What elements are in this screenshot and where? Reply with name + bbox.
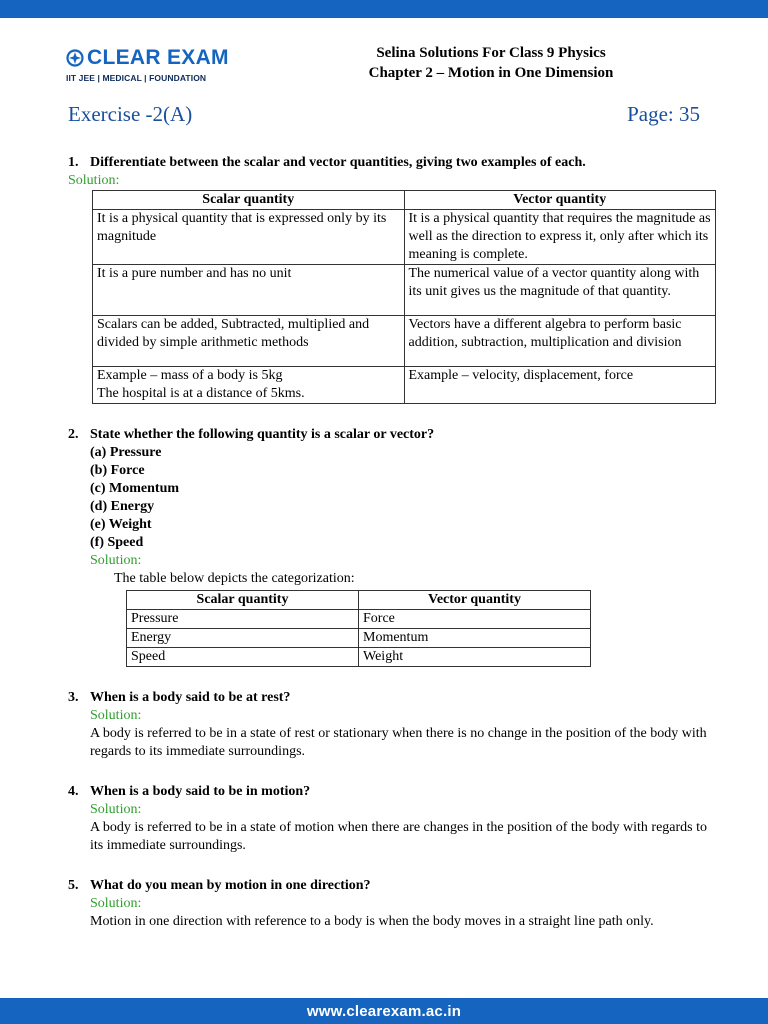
compass-icon bbox=[66, 49, 84, 67]
table-header-row bbox=[93, 191, 716, 210]
table-cell: Vectors have a different algebra to perform basic addition, subtraction, multiplication and division bbox=[404, 316, 716, 367]
question-number: 3. bbox=[68, 690, 79, 705]
table-cell bbox=[93, 367, 405, 404]
question-2 bbox=[68, 426, 708, 444]
categorization-table bbox=[126, 590, 591, 667]
question-4 bbox=[68, 783, 708, 801]
table-row bbox=[93, 210, 716, 265]
option-item: (e) Weight bbox=[90, 517, 152, 532]
question-text: When is a body said to be at rest? bbox=[90, 690, 291, 705]
title-line-2: Chapter 2 – Motion in One Dimension bbox=[368, 65, 614, 81]
cell-line: The hospital is at a distance of 5kms. bbox=[97, 386, 305, 401]
question-text: When is a body said to be in motion? bbox=[90, 784, 311, 799]
option-item: (d) Energy bbox=[90, 499, 155, 514]
question-number: 1. bbox=[68, 155, 79, 170]
table-cell: Example – velocity, displacement, force bbox=[404, 367, 716, 404]
page-number: Page: 35 bbox=[627, 102, 700, 126]
solution-label: Solution: bbox=[90, 896, 142, 911]
footer-banner bbox=[0, 998, 768, 1024]
question-1 bbox=[68, 154, 708, 172]
logo-name: CLEAR EXAM bbox=[87, 46, 229, 69]
question-text: What do you mean by motion in one direction? bbox=[90, 878, 371, 893]
table-row bbox=[93, 367, 716, 404]
solution-label: Solution: bbox=[90, 802, 142, 817]
question-text: Differentiate between the scalar and vector quantities, giving two examples of each. bbox=[90, 155, 586, 170]
answer-text: A body is referred to be in a state of rest or stationary when there is no change in the position of the body with regards to its immediate surroundings. bbox=[90, 726, 707, 759]
solution-label: Solution: bbox=[90, 553, 142, 568]
question-number: 5. bbox=[68, 878, 79, 893]
title-line-1: Selina Solutions For Class 9 Physics bbox=[376, 45, 606, 61]
table-cell: The numerical value of a vector quantity along with its unit gives us the magnitude of that quantity. bbox=[404, 265, 716, 316]
table-cell: Weight bbox=[359, 648, 591, 667]
question-number: 2. bbox=[68, 427, 79, 442]
solution-intro: The table below depicts the categorization: bbox=[114, 571, 355, 586]
table-cell: Force bbox=[359, 610, 591, 629]
answer-text: A body is referred to be in a state of motion when there are changes in the position of the body with regards to its immediate surroundings. bbox=[90, 820, 707, 853]
table-header-row bbox=[127, 591, 591, 610]
table-cell: Energy bbox=[127, 629, 359, 648]
option-item: (a) Pressure bbox=[90, 445, 162, 460]
table-cell: Scalars can be added, Subtracted, multiplied and divided by simple arithmetic methods bbox=[93, 316, 405, 367]
question-number: 4. bbox=[68, 784, 79, 799]
solution-label: Solution: bbox=[68, 173, 120, 188]
table-row bbox=[127, 610, 591, 629]
table-cell: Momentum bbox=[359, 629, 591, 648]
option-item: (b) Force bbox=[90, 463, 145, 478]
answer-text: Motion in one direction with reference to a body is when the body moves in a straight line path only. bbox=[90, 914, 654, 929]
column-header: Scalar quantity bbox=[93, 191, 405, 210]
table-row bbox=[93, 316, 716, 367]
cell-line: Example – mass of a body is 5kg bbox=[97, 368, 283, 383]
table-cell: It is a pure number and has no unit bbox=[93, 265, 405, 316]
question-5 bbox=[68, 877, 708, 895]
footer-url[interactable]: www.clearexam.ac.in bbox=[306, 1002, 462, 1020]
table-row bbox=[93, 265, 716, 316]
table-row bbox=[127, 648, 591, 667]
table-cell: It is a physical quantity that requires the magnitude as well as the direction to express it, only after which its meaning is complete. bbox=[404, 210, 716, 265]
column-header: Scalar quantity bbox=[127, 591, 359, 610]
column-header: Vector quantity bbox=[359, 591, 591, 610]
top-banner bbox=[0, 0, 768, 18]
solution-label: Solution: bbox=[90, 708, 142, 723]
clear-exam-logo bbox=[66, 47, 229, 83]
question-3 bbox=[68, 689, 708, 707]
logo-tagline: IIT JEE | MEDICAL | FOUNDATION bbox=[66, 73, 207, 83]
table-cell: Speed bbox=[127, 648, 359, 667]
options-list bbox=[68, 444, 708, 552]
table-cell: It is a physical quantity that is expressed only by its magnitude bbox=[93, 210, 405, 265]
table-row bbox=[127, 629, 591, 648]
table-cell: Pressure bbox=[127, 610, 359, 629]
option-item: (f) Speed bbox=[90, 535, 144, 550]
option-item: (c) Momentum bbox=[90, 481, 180, 496]
question-text: State whether the following quantity is a scalar or vector? bbox=[90, 427, 435, 442]
document-title bbox=[326, 43, 656, 83]
exercise-label: Exercise -2(A) bbox=[68, 102, 193, 126]
scalar-vector-comparison-table bbox=[92, 190, 716, 404]
page-content bbox=[68, 154, 711, 931]
column-header: Vector quantity bbox=[404, 191, 716, 210]
